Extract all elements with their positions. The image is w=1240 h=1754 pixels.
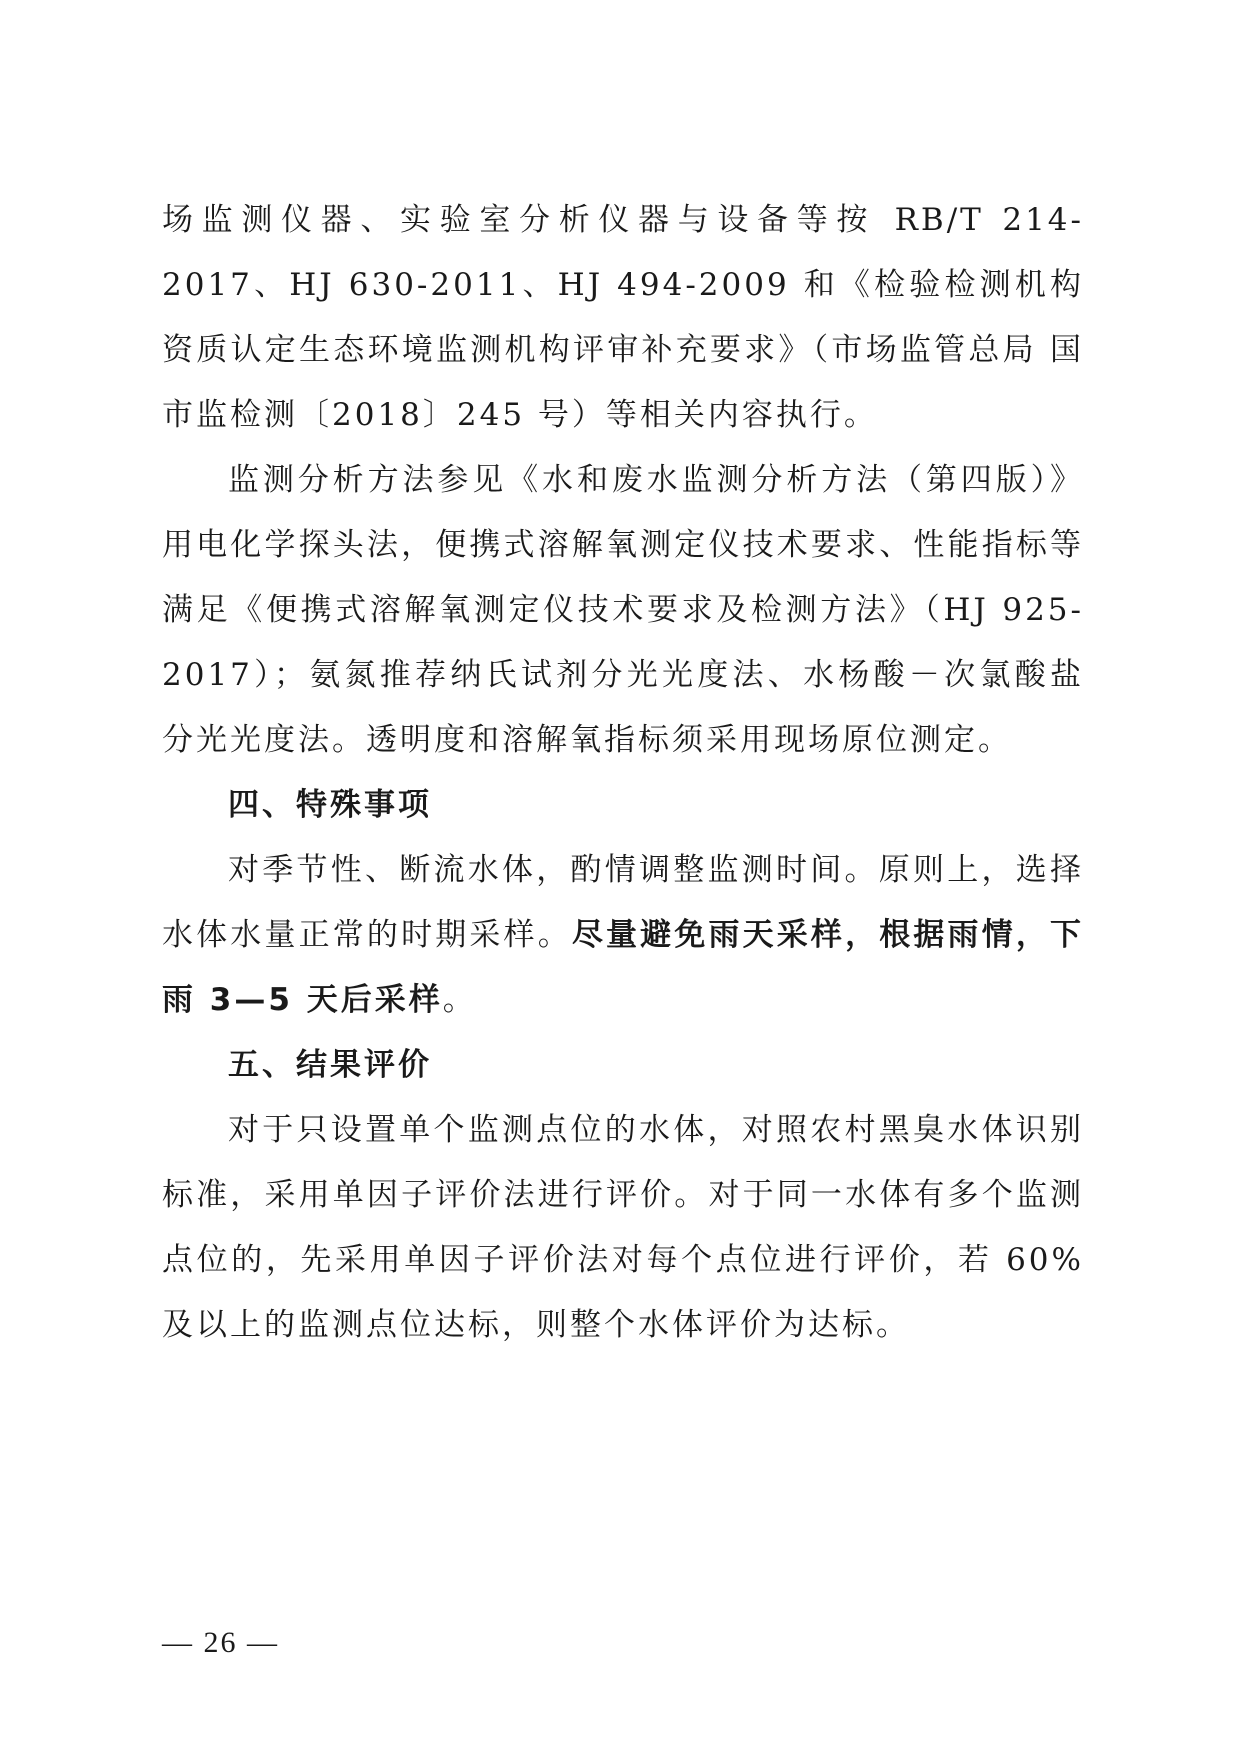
paragraph-result-evaluation: 对于只设置单个监测点位的水体，对照农村黑臭水体识别标准，采用单因子评价法进行评价。对于同一水体有多个监测点位的，先采用单因子评价法对每个点位进行评价，若 60%及以上的监测点位达标，则整个水体评价为达标。: [162, 1112, 1084, 1343]
page-number: — 26 —: [162, 1626, 279, 1659]
special-matters-emphasis: 尽量避免雨天采样，根据雨情，下雨 3—5 天后采样: [162, 917, 1085, 1018]
document-body: [162, 188, 1084, 1358]
section-heading-special-matters: 四、特殊事项: [228, 787, 432, 823]
paragraph-equipment-standards: 场监测仪器、实验室分析仪器与设备等按 RB/T 214-2017、HJ 630-2011、HJ 494-2009 和《检验检测机构资质认定生态环境监测机构评审补充要求》（市场监管总局 国市监检测〔2018〕245 号）等相关内容执行。: [162, 202, 1084, 433]
paragraph-special-matters: [162, 838, 1084, 1033]
section-heading-result-evaluation: 五、结果评价: [228, 1047, 432, 1083]
paragraph-analysis-methods: 监测分析方法参见《水和废水监测分析方法（第四版）》用电化学探头法，便携式溶解氧测定仪技术要求、性能指标等满足《便携式溶解氧测定仪技术要求及检测方法》（HJ 925-2017）；氨氮推荐纳氏试剂分光光度法、水杨酸－次氯酸盐分光光度法。透明度和溶解氧指标须采用现场原位测定。: [162, 462, 1084, 758]
special-matters-end: 。: [442, 982, 477, 1018]
special-matters-text: 对季节性、断流水体，酌情调整监测时间。原则上，选择水体水量正常的时期采样。: [162, 852, 1084, 953]
